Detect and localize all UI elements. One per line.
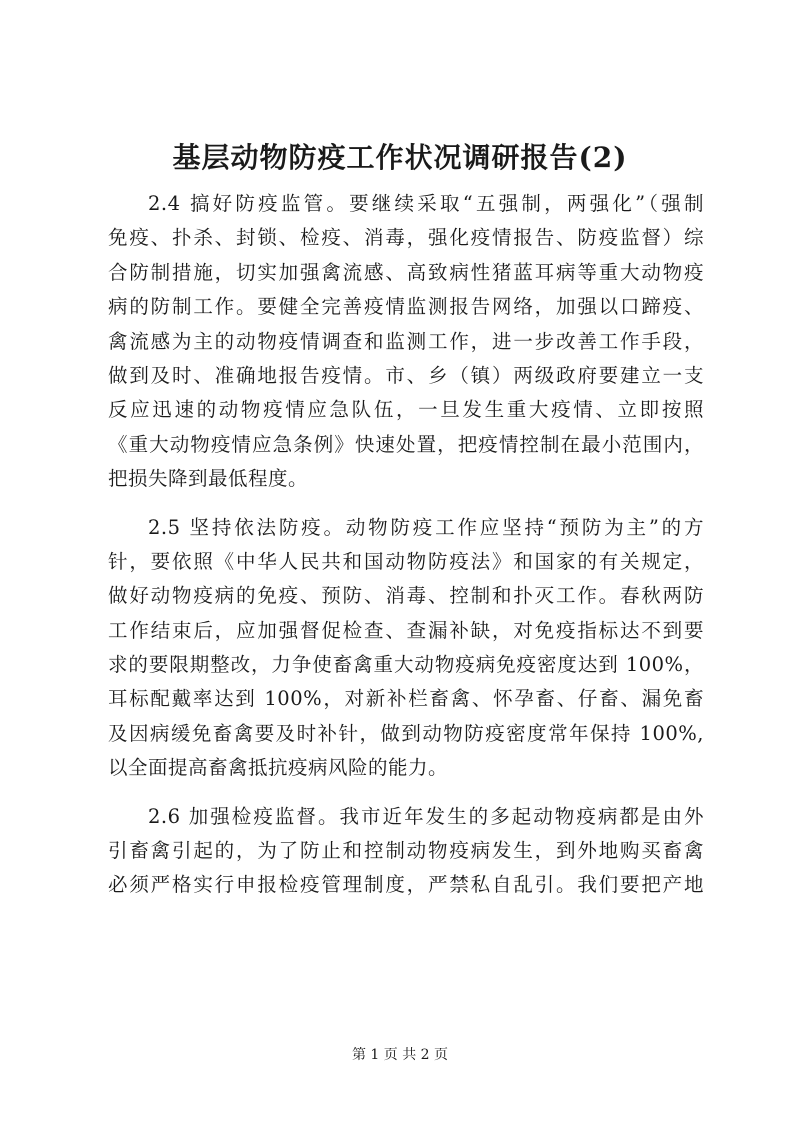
- text-line: 求的要限期整改，力争使畜禽重大动物疫病免疫密度达到 100%，: [108, 653, 704, 677]
- text-line: 做好动物疫病的免疫、预防、消毒、控制和扑灭工作。春秋两防: [108, 584, 704, 608]
- document-title: 基层动物防疫工作状况调研报告(2): [172, 141, 628, 174]
- text-line: 病的防制工作。要健全完善疫情监测报告网络，加强以口蹄疫、: [108, 295, 704, 319]
- text-line: 引畜禽引起的，为了防止和控制动物疫病发生，到外地购买畜禽: [108, 839, 704, 863]
- text-line: 必须严格实行申报检疫管理制度，严禁私自乱引。我们要把产地: [108, 873, 704, 897]
- text-line: 反应迅速的动物疫情应急队伍，一旦发生重大疫情、立即按照: [108, 398, 704, 422]
- paragraph-2-5: [108, 511, 704, 786]
- text-line: 2.5 坚持依法防疫。动物防疫工作应坚持“预防为主”的方: [148, 515, 704, 539]
- text-line: 工作结束后，应加强督促检查、查漏补缺，对免疫指标达不到要: [108, 618, 704, 642]
- document-body: [108, 187, 704, 917]
- text-line: 2.6 加强检疫监督。我市近年发生的多起动物疫病都是由外: [148, 804, 704, 828]
- text-line: 耳标配戴率达到 100%，对新补栏畜禽、怀孕畜、仔畜、漏免畜: [108, 687, 704, 711]
- text-line: 免疫、扑杀、封锁、检疫、消毒，强化疫情报告、防疫监督）综: [108, 226, 704, 250]
- text-line: 及因病缓免畜禽要及时补针，做到动物防疫密度常年保持 100%,: [108, 721, 704, 745]
- paragraph-2-6: [108, 800, 704, 903]
- text-line: 做到及时、准确地报告疫情。市、乡（镇）两级政府要建立一支: [108, 363, 704, 387]
- text-line: 禽流感为主的动物疫情调查和监测工作，进一步改善工作手段，: [108, 329, 704, 353]
- text-line: 把损失降到最低程度。: [108, 467, 309, 491]
- page-number-footer: 第 1 页 共 2 页: [351, 1047, 449, 1063]
- paragraph-2-4: [108, 187, 704, 497]
- text-line: 2.4 搞好防疫监管。要继续采取“五强制，两强化”（强制: [148, 192, 704, 215]
- text-line: 以全面提高畜禽抵抗疫病风险的能力。: [108, 756, 449, 780]
- text-line: 合防制措施，切实加强禽流感、高致病性猪蓝耳病等重大动物疫: [108, 260, 704, 284]
- text-line: 《重大动物疫情应急条例》快速处置，把疫情控制在最小范围内，: [108, 432, 704, 456]
- text-line: 针，要依照《中华人民共和国动物防疫法》和国家的有关规定，: [108, 549, 704, 573]
